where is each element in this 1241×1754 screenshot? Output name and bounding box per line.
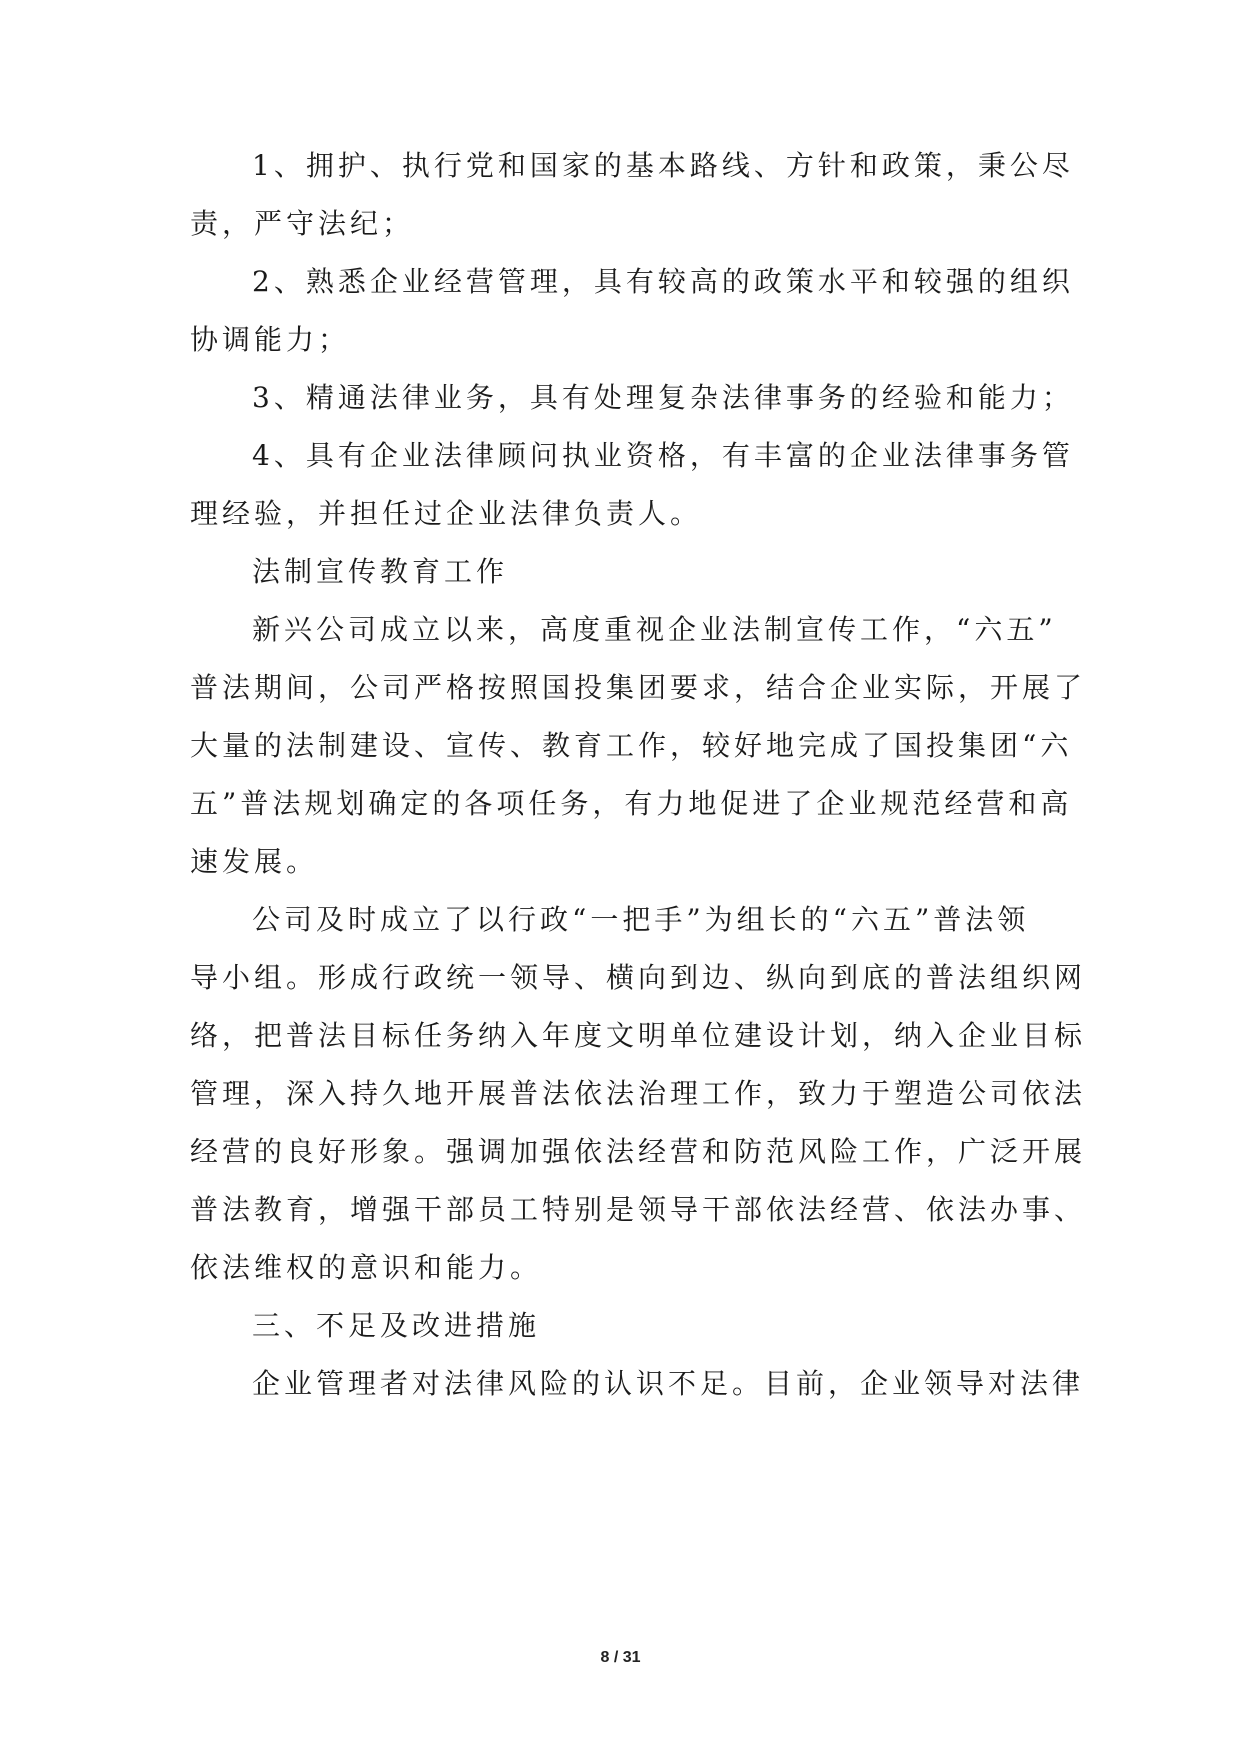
text-line: 五”普法规划确定的各项任务，有力地促进了企业规范经营和高 [190, 787, 1073, 820]
text-line: 导小组。形成行政统一领导、横向到边、纵向到底的普法组织网 [190, 961, 1087, 994]
text-line: 普法期间，公司严格按照国投集团要求，结合企业实际，开展了 [190, 671, 1087, 704]
text-line: 1、拥护、执行党和国家的基本路线、方针和政策，秉公尽 [252, 149, 1074, 182]
text-line: 理经验，并担任过企业法律负责人。 [190, 497, 703, 530]
text-line: 络，把普法目标任务纳入年度文明单位建设计划，纳入企业目标 [190, 1019, 1087, 1052]
page-number: 8 / 31 [600, 1649, 641, 1666]
text-line: 责，严守法纪； [190, 207, 415, 240]
text-line: 3、精通法律业务，具有处理复杂法律事务的经验和能力； [252, 381, 1074, 414]
text-line: 大量的法制建设、宣传、教育工作，较好地完成了国投集团“六 [190, 729, 1073, 762]
text-line: 新兴公司成立以来，高度重视企业法制宣传工作，“六五” [252, 613, 1057, 646]
text-line: 协调能力； [190, 323, 351, 356]
text-line: 公司及时成立了以行政“一把手”为组长的“六五”普法领 [252, 903, 1030, 936]
section-heading: 三、不足及改进措施 [252, 1309, 541, 1342]
text-line: 普法教育，增强干部员工特别是领导干部依法经营、依法办事、 [190, 1193, 1087, 1226]
text-line: 管理，深入持久地开展普法依法治理工作，致力于塑造公司依法 [190, 1077, 1087, 1110]
text-line: 2、熟悉企业经营管理，具有较高的政策水平和较强的组织 [252, 265, 1074, 298]
text-line: 依法维权的意识和能力。 [190, 1251, 543, 1284]
text-line: 4、具有企业法律顾问执业资格，有丰富的企业法律事务管 [252, 439, 1074, 472]
text-line: 企业管理者对法律风险的认识不足。目前，企业领导对法律 [252, 1367, 1085, 1400]
text-line: 速发展。 [190, 845, 319, 878]
text-line: 经营的良好形象。强调加强依法经营和防范风险工作，广泛开展 [190, 1135, 1087, 1168]
section-heading: 法制宣传教育工作 [252, 555, 509, 588]
